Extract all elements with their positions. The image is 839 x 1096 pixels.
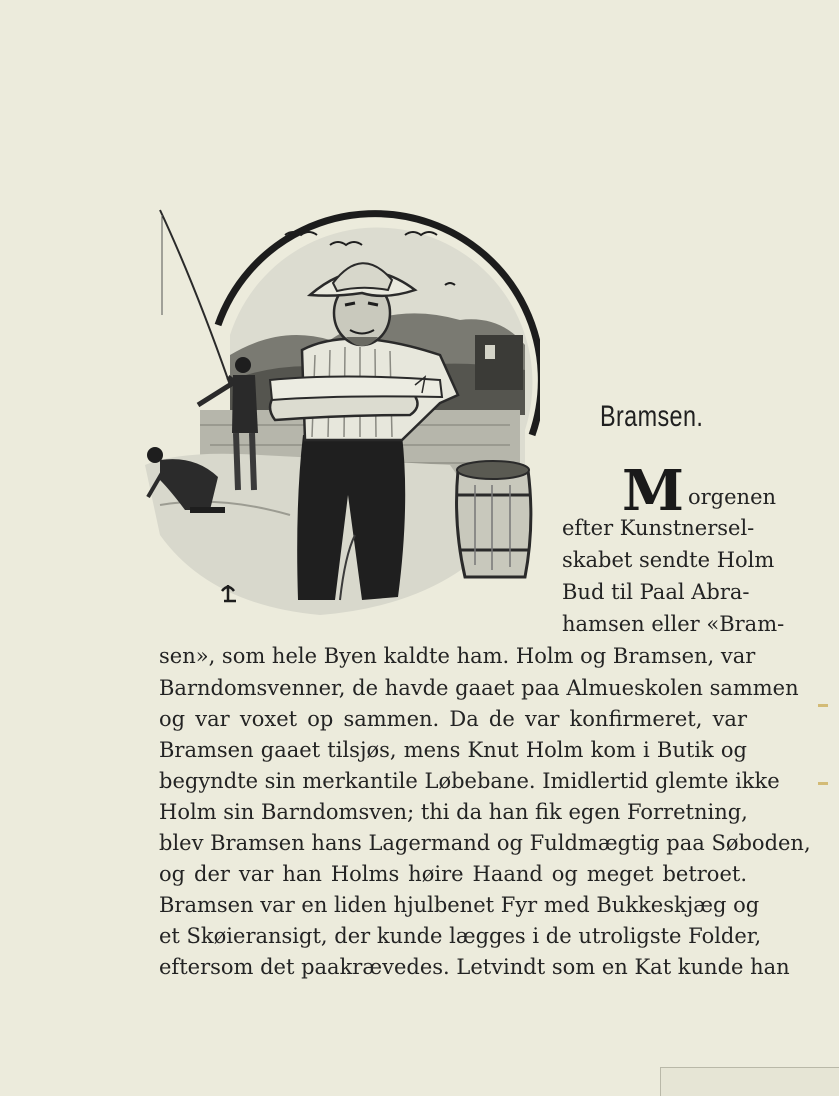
text-line: begyndte sin merkantile Løbebane. Imidlertid glemte ikke — [159, 769, 780, 793]
text-line: og var voxet op sammen. Da de var konfirmeret, var — [159, 707, 747, 731]
text-line: Bramsen gaaet tilsjøs, mens Knut Holm kom i Butik og — [159, 738, 747, 762]
page-edge — [660, 1067, 839, 1096]
paper-stain — [818, 782, 828, 785]
text-line: orgenen — [688, 485, 777, 509]
text-line: efter Kunstnersel- — [562, 516, 755, 540]
text-line: Holm sin Barndomsven; thi da han fik egen Forretning, — [159, 800, 748, 824]
text-line: et Skøieransigt, der kunde lægges i de utroligste Folder, — [159, 924, 762, 948]
paper-stain — [818, 704, 828, 707]
text-line: Bud til Paal Abra- — [562, 580, 750, 604]
text-line: sen», som hele Byen kaldte ham. Holm og Bramsen, var — [159, 644, 756, 668]
text-line: Bramsen var en liden hjulbenet Fyr med Bukkeskjæg og — [159, 893, 760, 917]
drop-cap: M — [622, 458, 684, 524]
text-line: Barndomsvenner, de havde gaaet paa Almueskolen sammen — [159, 676, 799, 700]
fisherman-illustration — [140, 205, 540, 625]
text-line: skabet sendte Holm — [562, 548, 775, 572]
text-line: eftersom det paakrævedes. Letvindt som en Kat kunde han — [159, 955, 790, 979]
text-line: blev Bramsen hans Lagermand og Fuldmægtig paa Søboden, — [159, 831, 811, 855]
text-line: og der var han Holms høire Haand og meget betroet. — [159, 862, 747, 886]
text-line: hamsen eller «Bram- — [562, 612, 785, 636]
chapter-title: Bramsen. — [600, 400, 704, 433]
